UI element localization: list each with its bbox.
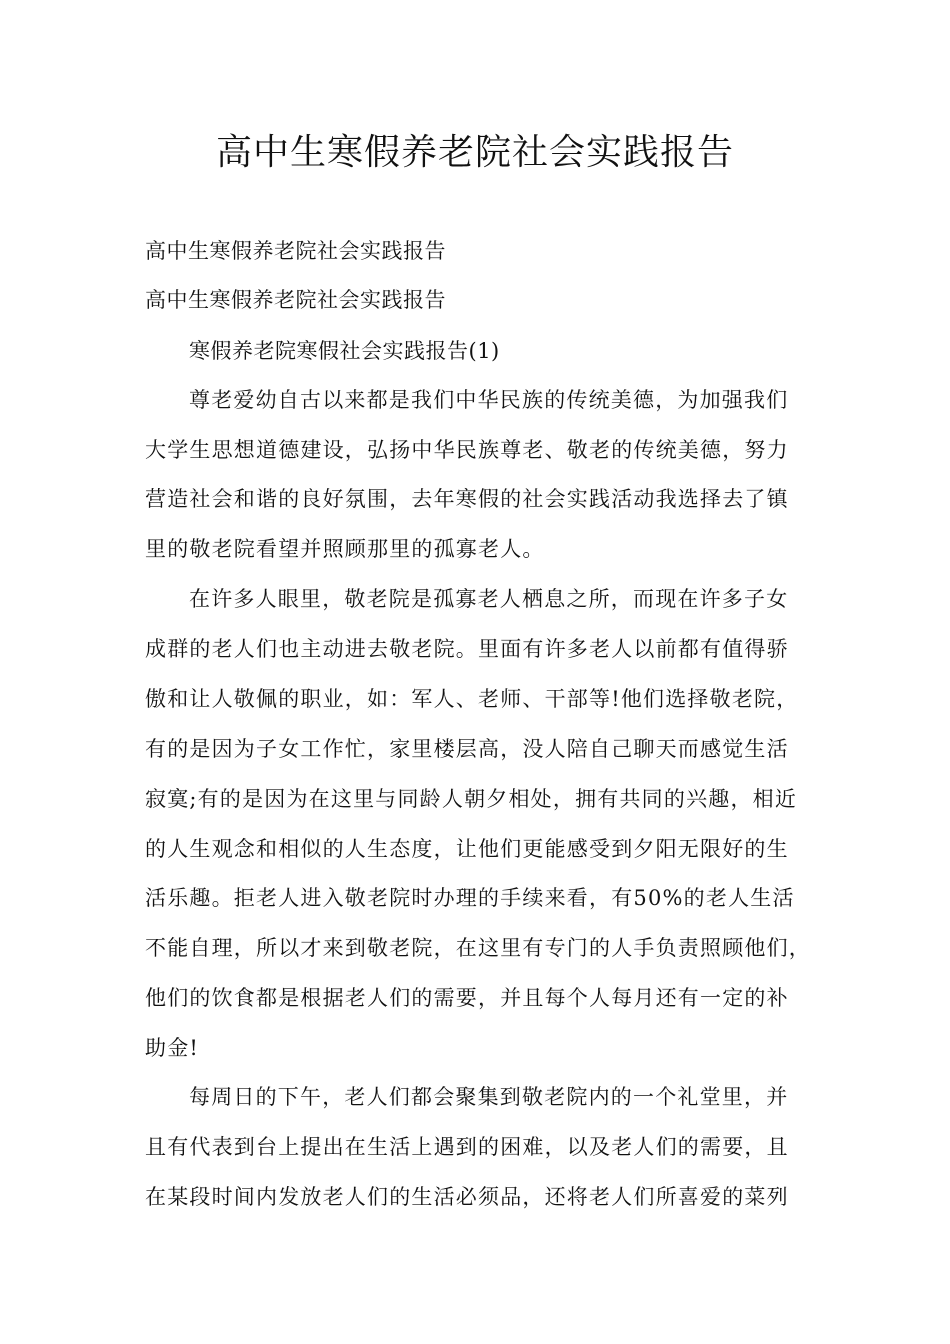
paragraph-line: 在某段时间内发放老人们的生活必须品，还将老人们所喜爱的菜列 [145,1185,789,1209]
section-heading: 寒假养老院寒假社会实践报告(1) [189,339,500,363]
paragraph-line: 助金! [145,1036,200,1060]
paragraph-line: 尊老爱幼自古以来都是我们中华民族的传统美德，为加强我们 [189,388,789,412]
paragraph-line: 成群的老人们也主动进去敬老院。里面有许多老人以前都有值得骄 [145,637,789,661]
subtitle-line: 高中生寒假养老院社会实践报告 [145,288,446,312]
paragraph-line: 且有代表到台上提出在生活上遇到的困难，以及老人们的需要，且 [145,1135,789,1159]
paragraph-line: 每周日的下午，老人们都会聚集到敬老院内的一个礼堂里，并 [189,1085,789,1109]
paragraph-line: 活乐趣。拒老人进入敬老院时办理的手续来看，有50%的老人生活 [145,886,795,910]
paragraph-line: 里的敬老院看望并照顾那里的孤寡老人。 [145,537,545,561]
paragraph-line: 寂寞;有的是因为在这里与同龄人朝夕相处，拥有共同的兴趣，相近 [145,787,798,811]
paragraph-line: 不能自理，所以才来到敬老院，在这里有专门的人手负责照顾他们， [145,936,811,960]
document-title: 高中生寒假养老院社会实践报告 [215,132,734,173]
paragraph-line: 营造社会和谐的良好氛围，去年寒假的社会实践活动我选择去了镇 [145,487,789,511]
paragraph-line: 在许多人眼里，敬老院是孤寡老人栖息之所，而现在许多子女 [189,587,789,611]
paragraph-line: 大学生思想道德建设，弘扬中华民族尊老、敬老的传统美德，努力 [145,438,789,462]
paragraph-line: 傲和让人敬佩的职业，如：军人、老师、干部等!他们选择敬老院， [145,687,799,711]
paragraph-line: 的人生观念和相似的人生态度，让他们更能感受到夕阳无限好的生 [145,837,789,861]
paragraph-line: 有的是因为子女工作忙，家里楼层高，没人陪自己聊天而感觉生活 [145,737,789,761]
subtitle-line: 高中生寒假养老院社会实践报告 [145,239,446,263]
paragraph-line: 他们的饮食都是根据老人们的需要，并且每个人每月还有一定的补 [145,986,789,1010]
